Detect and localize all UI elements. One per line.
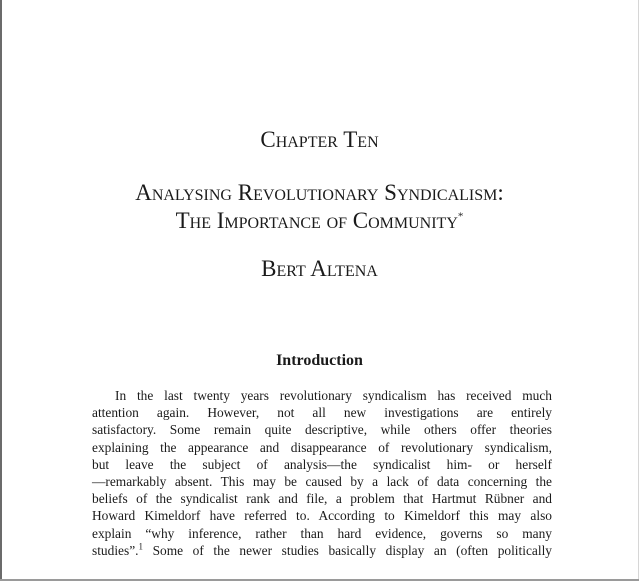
body-line: In the last twenty years revolutionary syndicalism has received much [115,388,552,403]
body-line: but leave the subject of analysis—the syndicalist him- or herself [92,456,552,472]
body-line: satisfactory. Some remain quite descriptive, while others offer theories [92,422,552,438]
body-line-segment: studies”. [92,542,139,558]
chapter-title-line-2 [0,208,639,234]
body-line-segment: Some of the newer studies basically display an (often politically [143,542,552,558]
page-left-edge [0,0,2,581]
title-footnote-marker[interactable]: * [457,210,464,223]
body-line: beliefs of the syndicalist rank and file, a problem that Hartmut Rübner and [92,491,552,507]
author-name: Bert Altena [261,256,378,281]
body-line: —remarkably absent. This may be caused by a lack of data concerning the [92,473,552,489]
section-heading: Introduction [276,352,363,369]
chapter-title-line-1: Analysing Revolutionary Syndicalism: [135,180,504,205]
body-line: Howard Kimeldorf have referred to. According to Kimeldorf this may also [92,508,552,524]
body-paragraph [92,387,552,559]
body-line-with-footnote [92,542,552,559]
chapter-title-line-2-text: The Importance of Community [175,208,458,233]
body-line: explaining the appearance and disappearance of revolutionary syndicalism, [92,439,552,455]
chapter-label: Chapter Ten [260,127,379,152]
footnote-reference[interactable]: 1 [138,541,143,552]
body-line: attention again. However, not all new investigations are entirely [92,405,552,421]
body-line: explain “why inference, rather than hard evidence, governs so many [92,525,552,541]
